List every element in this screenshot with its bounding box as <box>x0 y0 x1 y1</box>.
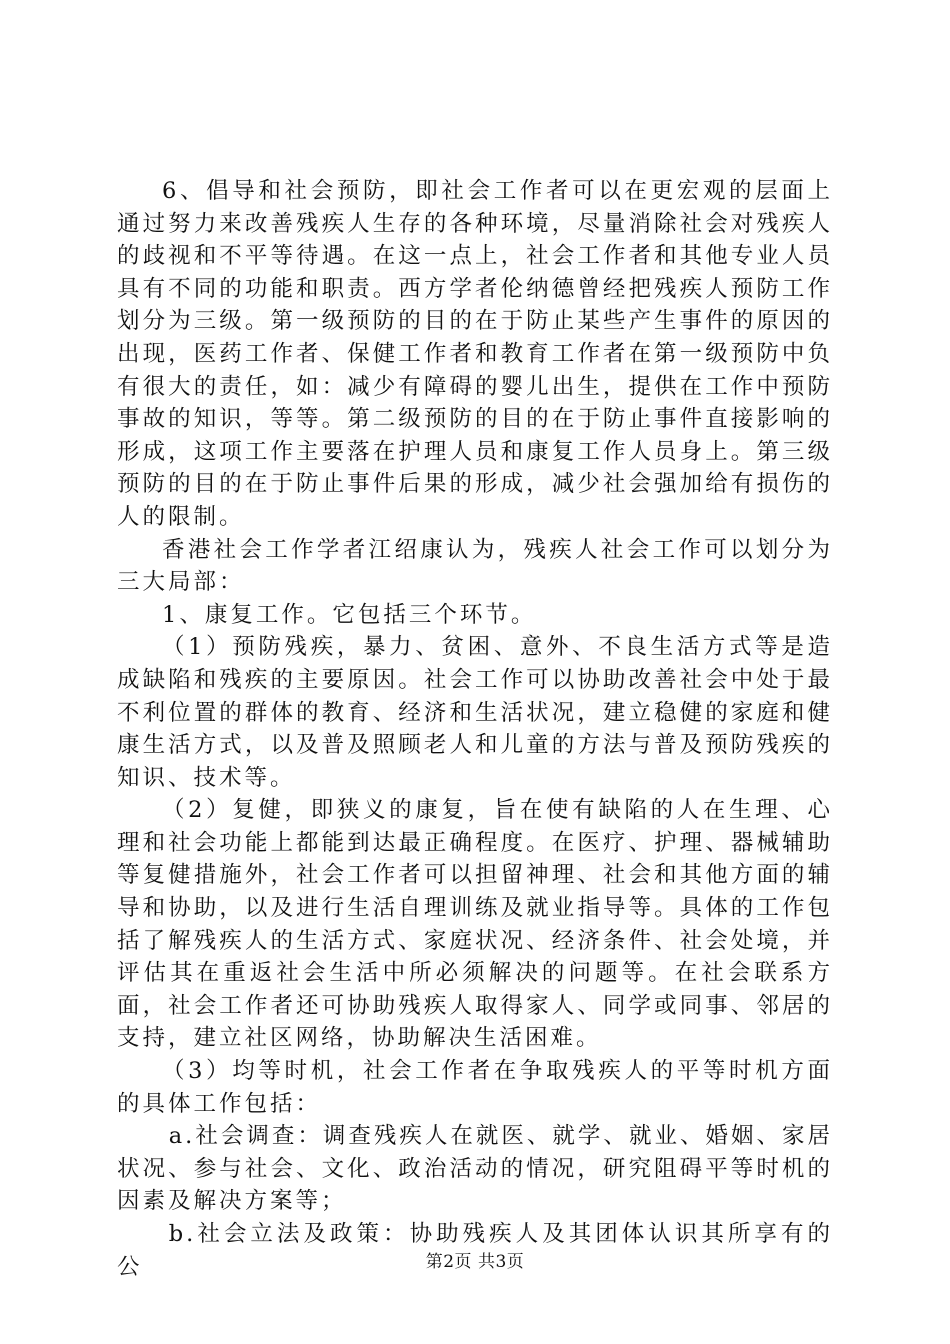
page-number-footer: 第2页 共3页 <box>425 1252 525 1272</box>
document-body <box>117 175 833 1283</box>
paragraph-social-prevention: 6、倡导和社会预防，即社会工作者可以在更宏观的层面上通过努力来改善残疾人生存的各种环境，尽量消除社会对残疾人的歧视和不平等待遇。在这一点上，社会工作者和其他专业人员具有不同的功能和职责。西方学者伦纳德曾经把残疾人预防工作划分为三级。第一级预防的目的在于防止某些产生事件的原因的出现，医药工作者、保健工作者和教育工作者在第一级预防中负有很大的责任，如：减少有障碍的婴儿出生，提供在工作中预防事故的知识，等等。第二级预防的目的在于防止事件直接影响的形成，这项工作主要落在护理人员和康复工作人员身上。第三级预防的目的在于防止事件后果的形成，减少社会强加给有损伤的人的限制。 <box>117 178 833 530</box>
paragraph-prevent-disability: （1）预防残疾，暴力、贫困、意外、不良生活方式等是造成缺陷和残疾的主要原因。社会工作可以协助改善社会中处于最不利位置的群体的教育、经济和生活状况，建立稳健的家庭和健康生活方式，以及普及照顾老人和儿童的方法与普及预防残疾的知识、技术等。 <box>117 634 833 791</box>
paragraph-equal-opportunity: （3）均等时机，社会工作者在争取残疾人的平等时机方面的具体工作包括： <box>117 1058 833 1117</box>
paragraph-hk-scholar-intro: 香港社会工作学者江绍康认为，残疾人社会工作可以划分为三大局部： <box>117 536 833 596</box>
paragraph-rehab-work: 1、康复工作。它包括三个环节。 <box>162 601 537 628</box>
paragraph-rehabilitation: （2）复健，即狭义的康复，旨在使有缺陷的人在生理、心理和社会功能上都能到达最正确程度。在医疗、护理、器械辅助等复健措施外，社会工作者可以担留神理、社会和其他方面的辅导和协助，以及进行生活自理训练及就业指导等。具体的工作包括了解残疾人的生活方式、家庭状况、经济条件、社会处境，并评估其在重返社会生活中所必须解决的问题等。在社会联系方面，社会工作者还可协助残疾人取得家人、同学或同事、邻居的支持，建立社区网络，协助解决生活困难。 <box>117 797 833 1052</box>
paragraph-social-legislation: b.社会立法及政策：协助残疾人及其团体认识其所享有的公 <box>117 1221 833 1280</box>
paragraph-social-survey: a.社会调查：调查残疾人在就医、就学、就业、婚姻、家居状况、参与社会、文化、政治活动的情况，研究阻碍平等时机的因素及解决方案等； <box>117 1123 833 1215</box>
